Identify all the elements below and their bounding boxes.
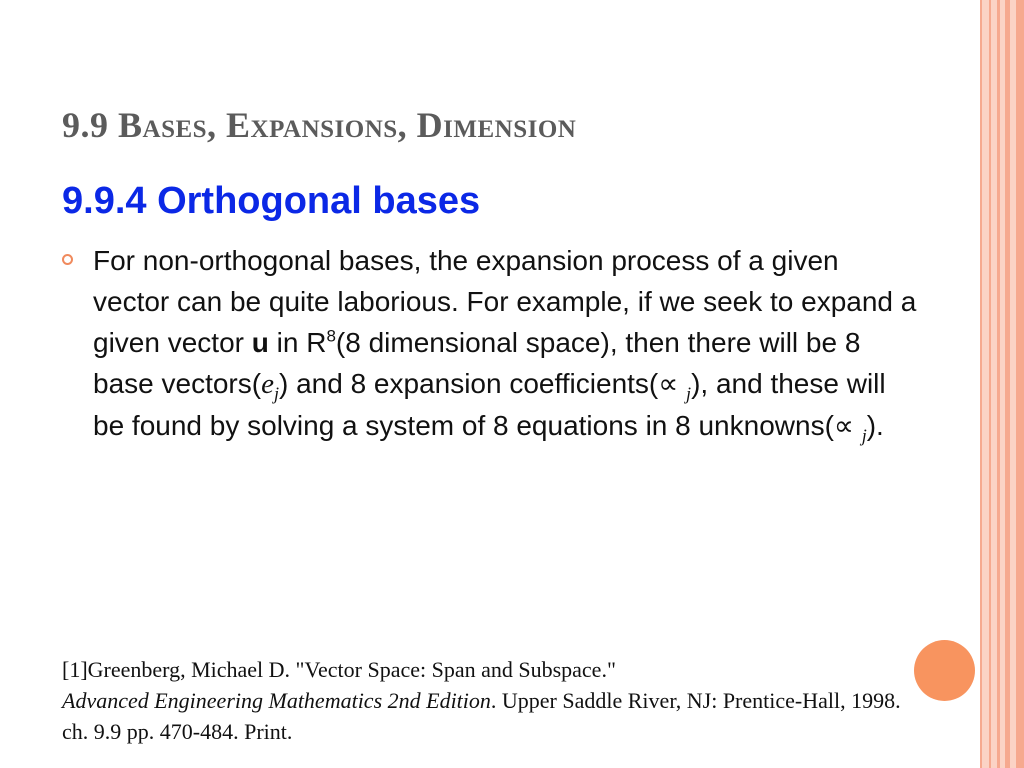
coefficient-symbol: ∝	[833, 410, 854, 441]
coefficient-symbol: ∝	[658, 368, 679, 399]
basis-vector-symbol: e	[261, 368, 274, 400]
circle-bullet-icon	[62, 254, 73, 265]
text-run: ) and 8 expansion coefficients(	[278, 368, 659, 399]
stripe	[997, 0, 1000, 768]
reference-prefix: [1]Greenberg, Michael D. "Vector Space: Span and Subspace."	[62, 657, 616, 682]
coefficient-index: j	[861, 425, 867, 446]
slide-title: 9.9 Bases, Expansions, Dimension	[62, 105, 577, 145]
text-run: (8 dimensional space), then there will be 8 base vectors(	[93, 327, 861, 399]
text-run: ), and these will be found by solving a system of 8 equations in 8 unknowns(	[93, 368, 886, 441]
decorative-circle	[914, 640, 975, 701]
section-subheading: 9.9.4 Orthogonal bases	[62, 180, 481, 222]
text-run: ).	[866, 410, 884, 441]
stripe	[980, 0, 982, 768]
basis-index: j	[273, 383, 279, 404]
bullet-text	[93, 240, 922, 446]
stripe	[1016, 0, 1024, 768]
reference-suffix: . Upper Saddle River, NJ: Prentice-Hall, 1998. ch. 9.9 pp. 470-484. Print.	[62, 688, 901, 744]
stripe	[989, 0, 991, 768]
reference-citation	[62, 654, 922, 747]
vector-symbol: u	[251, 327, 269, 358]
coefficient-index: j	[686, 383, 692, 404]
dimension-superscript: 8	[326, 326, 336, 346]
text-run: in R	[268, 327, 327, 358]
reference-book-title: Advanced Engineering Mathematics 2nd Edition	[62, 688, 491, 713]
stripe	[1005, 0, 1010, 768]
text-run: For non-orthogonal bases, the expansion process of a given vector can be quite laborious. For example, if we seek to expand a given vector	[93, 245, 917, 358]
bullet-item	[62, 240, 922, 446]
decorative-stripes	[980, 0, 1024, 768]
